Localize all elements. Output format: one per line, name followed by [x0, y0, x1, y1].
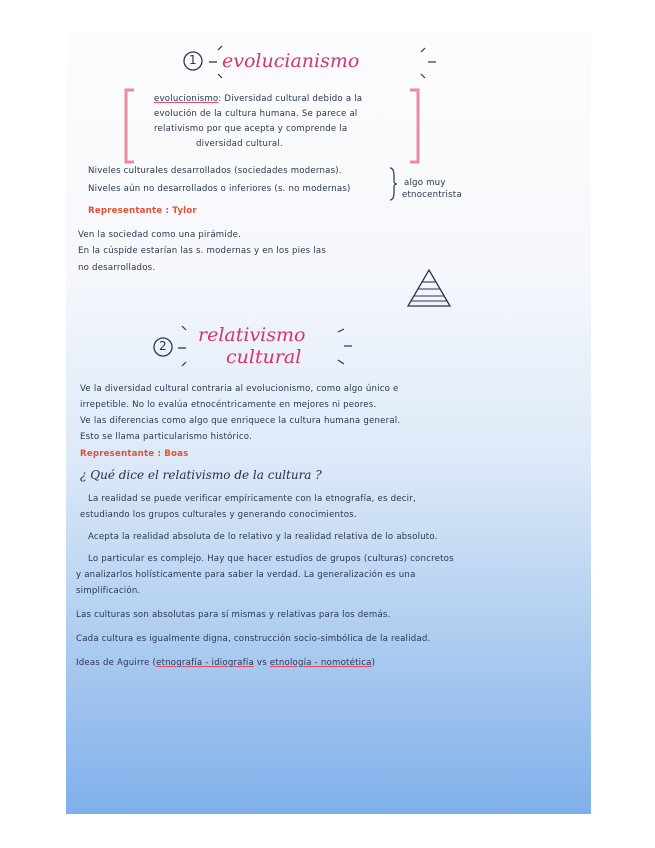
- p2-line-1: La realidad se puede verificar empíricamente con la etnografía, es decir,: [88, 494, 416, 504]
- definition-line-4: diversidad cultural.: [196, 139, 283, 149]
- p1-line-2: irrepetible. No lo evalúa etnocéntricamente en mejores ni peores.: [80, 400, 377, 410]
- p1-line-4: Esto se llama particularismo histórico.: [80, 432, 252, 442]
- term-etnologia: etnología - nomotética: [269, 658, 372, 668]
- section2-title-line-1: relativismo: [198, 324, 306, 346]
- p4-line-2: y analizarlos holísticamente para saber la verdad. La generalización es una: [76, 570, 416, 580]
- pyramid-icon: [406, 268, 452, 310]
- p7-line: Ideas de Aguirre (etnografía - idiografía vs etnología - nomotética): [76, 658, 376, 668]
- p5-line: Las culturas son absolutas para sí mismas y relativas para los demás.: [76, 610, 391, 620]
- p4-line-1: Lo particular es complejo. Hay que hacer estudios de grupos (culturas) concretos: [88, 554, 454, 564]
- niveles-line-1: Niveles culturales desarrollados (sociedades modernas).: [88, 166, 342, 176]
- section2-number: 2: [159, 339, 167, 353]
- section2-title-line-2: cultural: [226, 346, 302, 368]
- section1-number: 1: [189, 53, 197, 67]
- sparkle-lines-icon: [176, 324, 356, 376]
- term-evolucionismo: evolucionismo: [154, 94, 219, 104]
- brace-note-line-1: algo muy: [404, 178, 446, 188]
- p1-line-3: Ve las diferencias como algo que enriquece la cultura humana general.: [80, 416, 401, 426]
- sociedad-line-1: Ven la sociedad como una pirámide.: [78, 230, 242, 240]
- p6-line: Cada cultura es igualmente digna, construcción socio-simbólica de la realidad.: [76, 634, 431, 644]
- sparkle-lines-icon: [216, 44, 436, 84]
- question-heading: ¿ Qué dice el relativismo de la cultura ?: [80, 468, 322, 482]
- brace-note-line-2: etnocentrista: [402, 190, 462, 200]
- p1-line-1: Ve la diversidad cultural contraria al evolucionismo, como algo único e: [80, 384, 399, 394]
- definition-line-2: evolución de la cultura humana. Se parece al: [154, 109, 358, 119]
- representante-tylor: Representante : Tylor: [88, 206, 197, 216]
- term-etnografia: etnografía - idiografía: [156, 658, 254, 668]
- definition-line-1: evolucionismo: Diversidad cultural debido a la: [154, 94, 363, 104]
- sociedad-line-2: En la cúspide estarían las s. modernas y en los pies las: [78, 246, 327, 256]
- definition-line-3: relativismo por que acepta y comprende la: [154, 124, 348, 134]
- p4-line-3: simplificación.: [76, 586, 141, 596]
- sociedad-line-3: no desarrollados.: [78, 263, 156, 273]
- niveles-line-2: Niveles aún no desarrollados o inferiores (s. no modernas): [88, 184, 351, 194]
- curly-brace-icon: [388, 166, 398, 202]
- representante-boas: Representante : Boas: [80, 449, 189, 459]
- p2-line-2: estudiando los grupos culturales y generando conocimientos.: [80, 510, 357, 520]
- notebook-page: [66, 32, 591, 814]
- section1-title: evolucianismo: [222, 50, 360, 72]
- p3-line: Acepta la realidad absoluta de lo relativo y la realidad relativa de lo absoluto.: [88, 532, 438, 542]
